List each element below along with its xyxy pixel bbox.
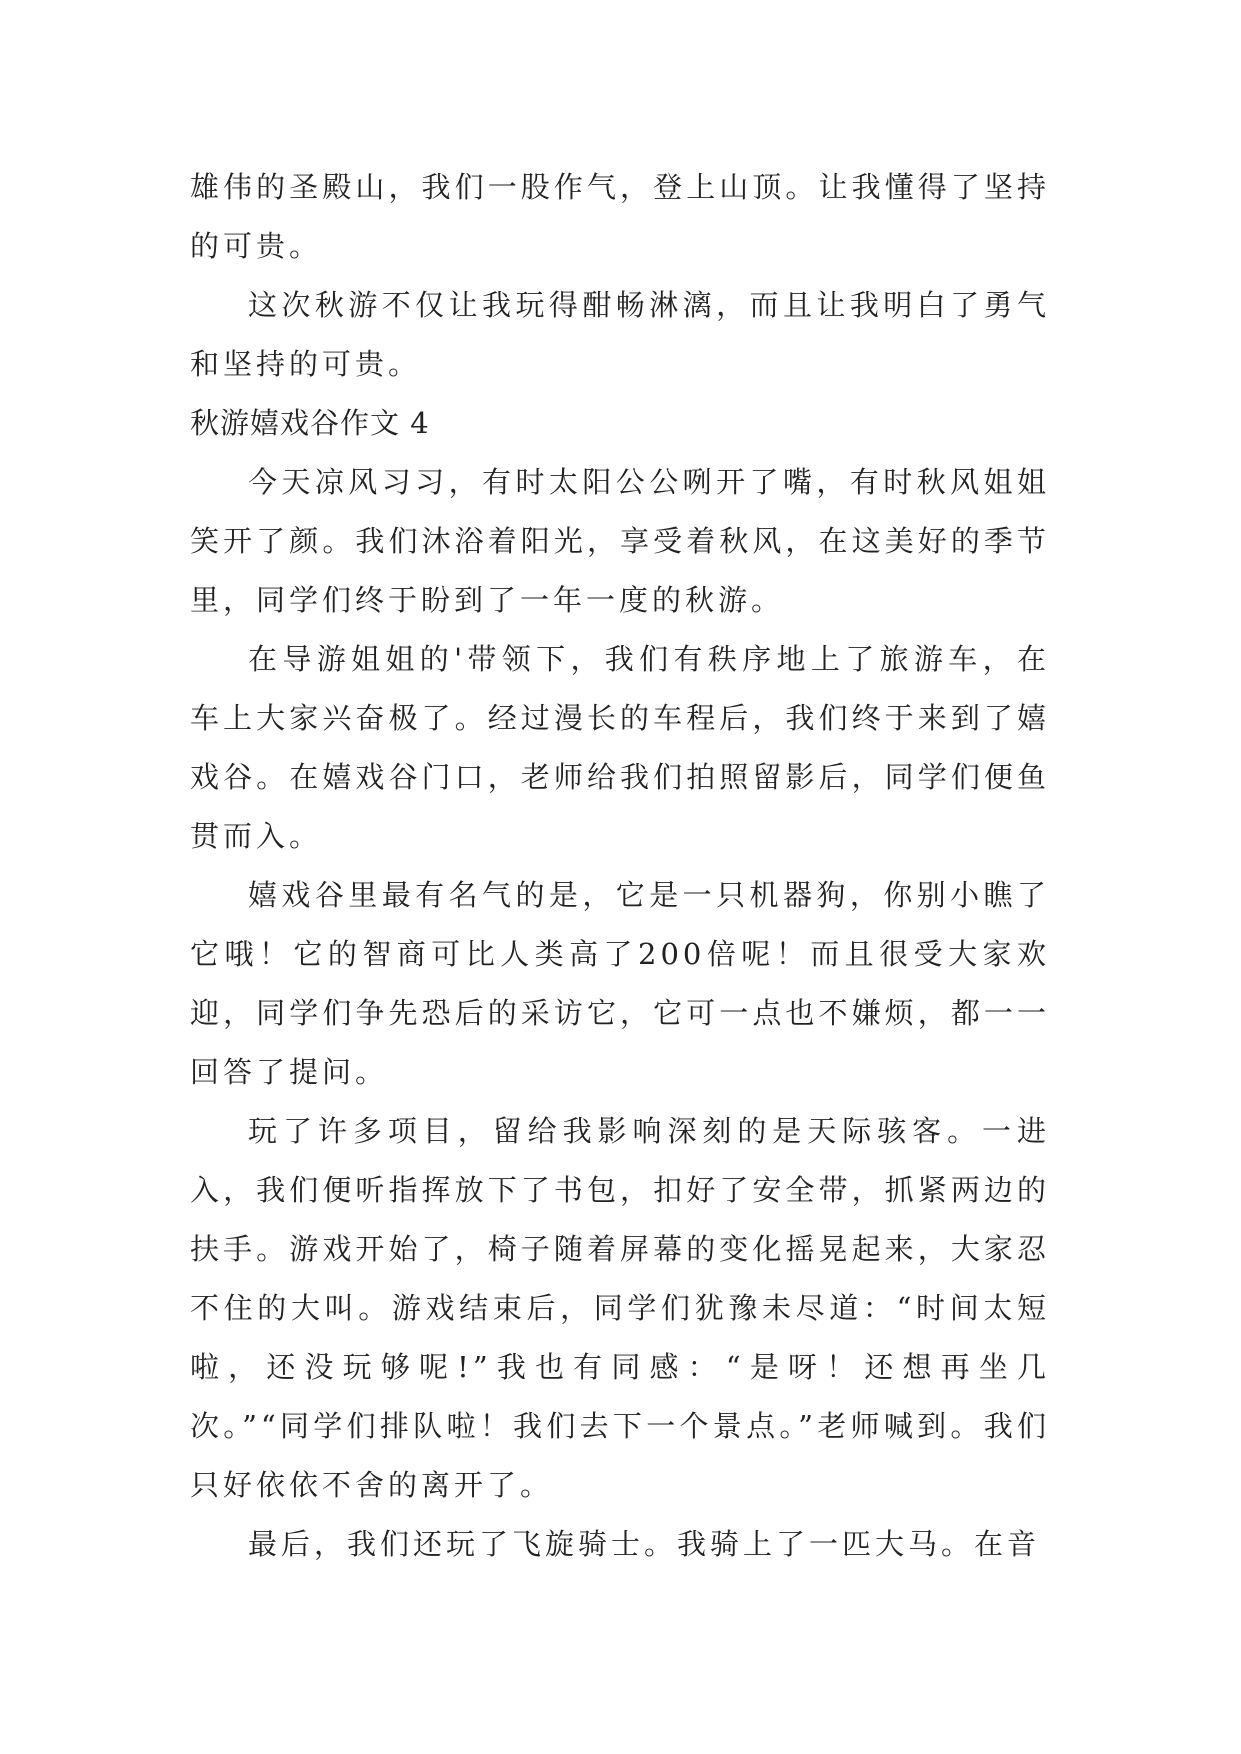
paragraph-2: 在导游姐姐的'带领下，我们有秩序地上了旅游车，在车上大家兴奋极了。经过漫长的车程后，我们终于来到了嬉戏谷。在嬉戏谷门口，老师给我们拍照留影后，同学们便鱼贯而入。 (190, 642, 1050, 853)
paragraph-3: 嬉戏谷里最有名气的是，它是一只机器狗，你别小瞧了它哦！它的智商可比人类高了200倍呢！而且很受大家欢迎，同学们争先恐后的采访它，它可一点也不嫌烦，都一一回答了提问。 (190, 878, 1050, 1089)
paragraph-4: 玩了许多项目，留给我影响深刻的是天际骇客。一进入，我们便听指挥放下了书包，扣好了安全带，抓紧两边的扶手。游戏开始了，椅子随着屏幕的变化摇晃起来，大家忍不住的大叫。游戏结束后，同学们犹豫未尽道：“时间太短啦，还没玩够呢!”我也有同感：“是呀！还想再坐几次。”“同学们排队啦！我们去下一个景点。”老师喊到。我们只好依依不舍的离开了。 (190, 1114, 1050, 1502)
essay-heading: 秋游嬉戏谷作文 4 (190, 406, 430, 440)
paragraph-5: 最后，我们还玩了飞旋骑士。我骑上了一匹大马。在音 (248, 1527, 1041, 1561)
paragraph-1: 今天凉风习习，有时太阳公公咧开了嘴，有时秋风姐姐笑开了颜。我们沐浴着阳光，享受着秋风，在这美好的季节里，同学们终于盼到了一年一度的秋游。 (190, 465, 1050, 617)
paragraph-continued: 雄伟的圣殿山，我们一股作气，登上山顶。让我懂得了坚持的可贵。 (190, 170, 1050, 263)
paragraph-conclusion: 这次秋游不仅让我玩得酣畅淋漓，而且让我明白了勇气和坚持的可贵。 (190, 288, 1050, 381)
document-body (190, 158, 1050, 1574)
